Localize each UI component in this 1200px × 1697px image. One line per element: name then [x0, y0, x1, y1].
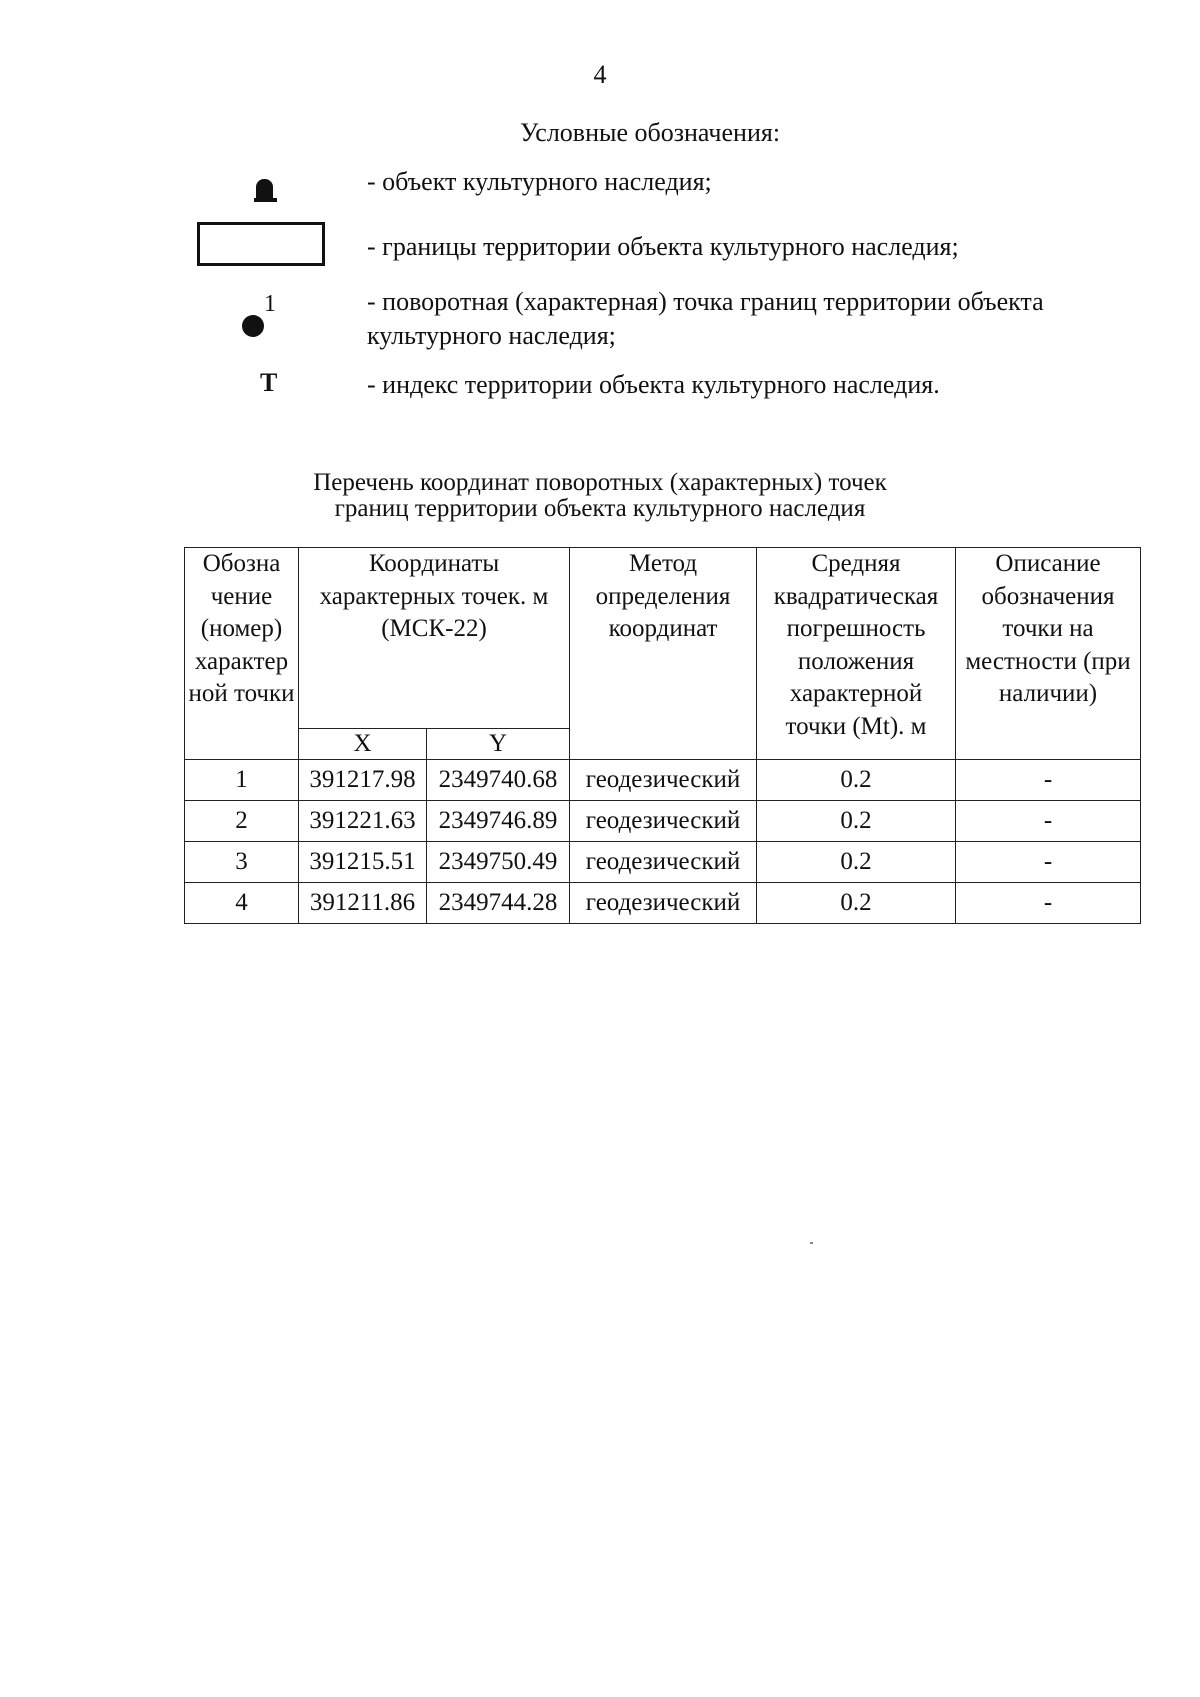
table-row	[185, 842, 1141, 883]
legend-text: - индекс территории объекта культурного наследия.	[367, 370, 940, 399]
header-y: Y	[427, 729, 570, 760]
cell-y: 2349740.68	[427, 760, 570, 801]
header-point: Обозна чение (номер) характер ной точки	[185, 548, 299, 760]
cell-error: 0.2	[757, 842, 956, 883]
table-row	[185, 883, 1141, 924]
cell-method: геодезический	[570, 883, 757, 924]
scan-speck	[810, 1242, 813, 1244]
territory-index-icon: Т	[260, 368, 278, 397]
header-x: X	[299, 729, 427, 760]
cell-x: 391215.51	[299, 842, 427, 883]
table-row	[185, 801, 1141, 842]
cell-point: 3	[185, 842, 299, 883]
cell-x: 391211.86	[299, 883, 427, 924]
header-error: Средняя квадратическая погрешность положения характерной точки (Mt). м	[757, 548, 956, 760]
cell-error: 0.2	[757, 883, 956, 924]
table-title-line1: Перечень координат поворотных (характерных) точек	[313, 469, 887, 496]
legend-text: - границы территории объекта культурного наследия;	[367, 232, 959, 261]
legend-title: Условные обозначения:	[520, 118, 781, 147]
coordinates-table	[184, 547, 1141, 924]
cell-point: 1	[185, 760, 299, 801]
cell-method: геодезический	[570, 760, 757, 801]
cell-error: 0.2	[757, 760, 956, 801]
header-method: Метод определения координат	[570, 548, 757, 760]
cell-description: -	[956, 760, 1141, 801]
heritage-object-icon	[256, 179, 273, 199]
cell-method: геодезический	[570, 801, 757, 842]
boundary-rectangle-icon	[197, 222, 325, 266]
cell-description: -	[956, 801, 1141, 842]
cell-method: геодезический	[570, 842, 757, 883]
cell-description: -	[956, 842, 1141, 883]
legend-text: - поворотная (характерная) точка границ территории объекта культурного наследия;	[367, 287, 1044, 350]
table-title	[0, 470, 1200, 522]
table-title-line2: границ территории объекта культурного наследия	[334, 495, 866, 522]
cell-x: 391217.98	[299, 760, 427, 801]
legend-text: - объект культурного наследия;	[367, 167, 712, 196]
header-coords: Координаты характерных точек. м (МСК-22)	[299, 548, 570, 729]
header-description: Описание обозначения точки на местности (при наличии)	[956, 548, 1141, 760]
table-row	[185, 760, 1141, 801]
cell-description: -	[956, 883, 1141, 924]
cell-point: 4	[185, 883, 299, 924]
cell-y: 2349744.28	[427, 883, 570, 924]
cell-y: 2349750.49	[427, 842, 570, 883]
cell-error: 0.2	[757, 801, 956, 842]
table-header-row	[185, 548, 1141, 729]
cell-y: 2349746.89	[427, 801, 570, 842]
turning-point-label: 1	[264, 291, 276, 317]
turning-point-icon	[242, 291, 302, 347]
page-number: 4	[593, 60, 607, 89]
cell-point: 2	[185, 801, 299, 842]
cell-x: 391221.63	[299, 801, 427, 842]
